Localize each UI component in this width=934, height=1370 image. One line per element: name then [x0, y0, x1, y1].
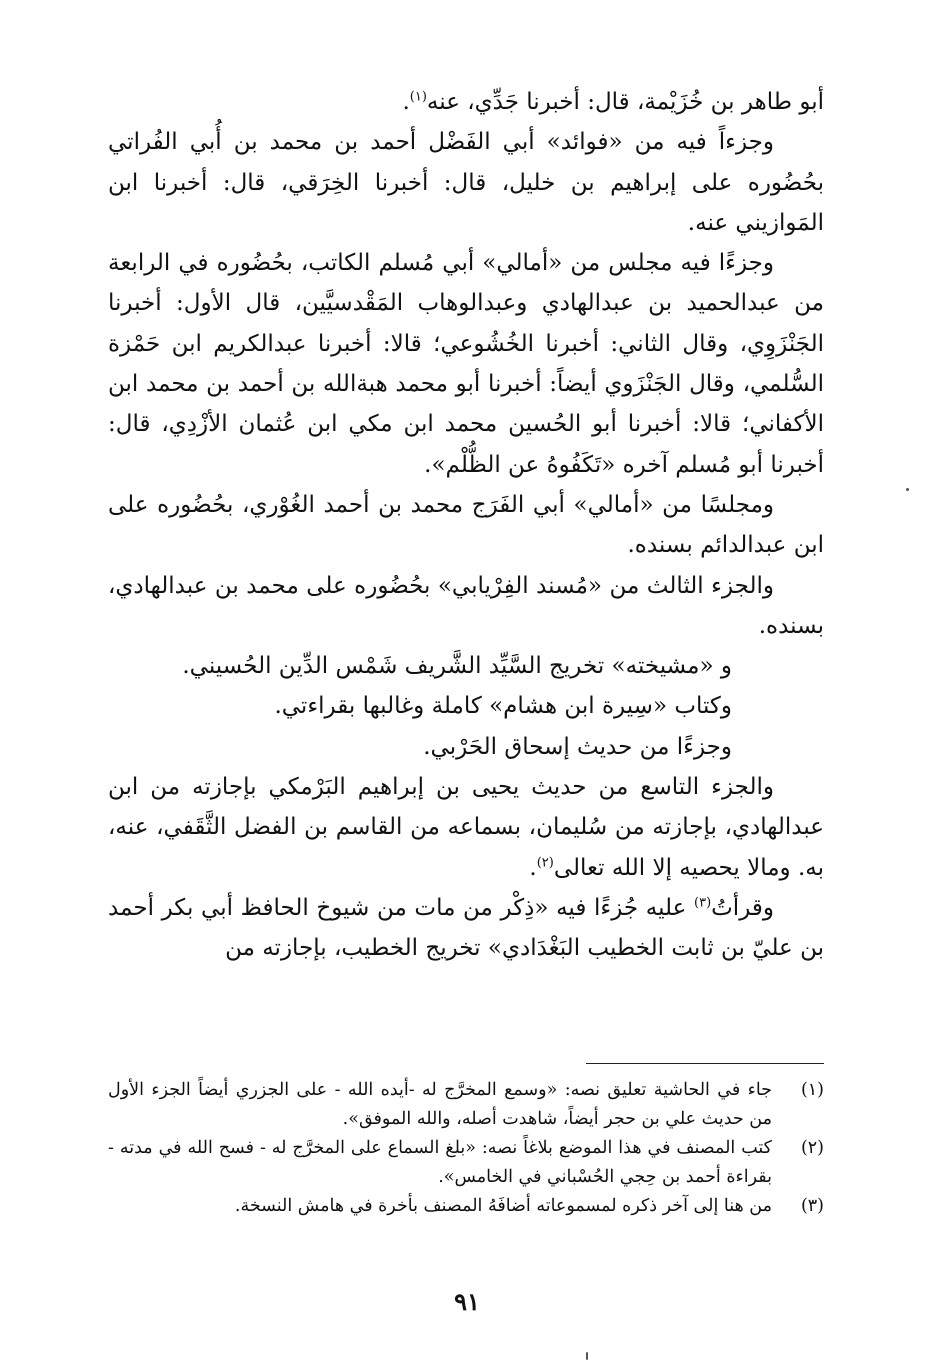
paragraph-10: وقرأتُ$^{(٣)}$ عليه جُزءًا فيه «ذِكْر من مات من شيوخ الحافظ أبي بكر أحمد بن عليّ بن ثابت الخطيب البَغْدَادي» تخريج الخطيب، بإجازته من — [108, 894, 824, 962]
paragraph-9: والجزء التاسع من حديث يحيى بن إبراهيم البَرْمكي بإجازته من ابن عبدالهادي، بإجازته من سُليمان، بسماعه من القاسم بن الفضل الثَّقَفي، عنه، به. ومالا يحصيه إلا الله تعالى$^{(٢)}$. — [108, 774, 824, 881]
footnote-text: جاء في الحاشية تعليق نصه: «وسمع المخرَّج له -أيده الله - على الجزري أيضاً الجزء الأول من حديث علي بن حجر أيضاً، شاهدت أصله، والله الموفق». — [108, 1080, 772, 1129]
main-text — [108, 82, 824, 969]
paragraph-7: وكتاب «سِيرة ابن هشام» كاملة وغالبها بقراءتي. — [274, 693, 732, 720]
footnote-number: (١) — [800, 1080, 824, 1100]
footnote-ref-1[interactable]: (١) — [409, 89, 427, 105]
footnote-1 — [108, 1076, 824, 1134]
footnotes — [108, 1076, 824, 1221]
footnote-text: كتب المصنف في هذا الموضع بلاغاً نصه: «بلغ السماع على المخرَّج له - فسح الله في مدته - بقراءة أحمد بن حِجي الحُسْباني في الخامس». — [108, 1138, 772, 1187]
footnote-2 — [108, 1134, 824, 1192]
paragraph-3: وجزءًا فيه مجلس من «أمالي» أبي مُسلم الكاتب، بحُضُوره في الرابعة من عبدالحميد بن عبدالهادي وعبدالوهاب المَقْدسيَّين، قال الأول: أخبرنا الجَنْزَوِي، وقال الثاني: أخبرنا الخُشُوعي؛ قالا: أخبرنا عبدالكريم ابن حَمْزة السُّلمي، وقال الجَنْزَوي أيضاً: أخبرنا أبو محمد هبةالله بن أحمد بن محمد ابن الأكفاني؛ قالا: أخبرنا أبو الحُسين محمد ابن مكي ابن عُثمان الأزْدِي، قال: أخبرنا أبو مُسلم آخره «تَكَفُوهُ عن الظُّلْم». — [108, 250, 824, 478]
footnote-ref-2[interactable]: (٢) — [536, 854, 554, 870]
footnote-text: من هنا إلى آخر ذكره لمسموعاته أضافَهُ المصنف بأخرة في هامش النسخة. — [234, 1196, 772, 1216]
footnote-3 — [108, 1192, 824, 1221]
footnote-ref-3[interactable]: (٣) — [694, 895, 712, 911]
scan-speck — [586, 1352, 588, 1360]
paragraph-4: ومجلسًا من «أمالي» أبي الفَرَج محمد بن أحمد الغُوْري، بحُضُوره على ابن عبدالدائم بسنده. — [108, 491, 824, 559]
paragraph-5: والجزء الثالث من «مُسند الفِرْيابي» بحُضُوره على محمد بن عبدالهادي، بسنده. — [108, 572, 824, 639]
scan-speck — [906, 488, 909, 491]
paragraph-1: أبو طاهر بن خُزَيْمة، قال: أخبرنا جَدِّي، عنه$^{(١)}$. — [402, 89, 824, 115]
footnote-number: (٢) — [800, 1138, 824, 1158]
page-number: ٩١ — [454, 1287, 480, 1316]
paragraph-2: وجزءاً فيه من «فوائد» أبي الفَضْل أحمد بن محمد بن أُبي الفُراتي بحُضُوره على إبراهيم بن خليل، قال: أخبرنا الخِرَقي، قال: أخبرنا ابن المَوازيني عنه. — [108, 129, 824, 236]
paragraph-6: و «مشيخته» تخريج السَّيِّد الشَّريف شَمْس الدِّين الحُسيني. — [182, 653, 732, 680]
footnote-number: (٣) — [800, 1196, 824, 1216]
paragraph-8: وجزءًا من حديث إسحاق الحَرْبي. — [423, 733, 732, 760]
footnote-separator — [586, 1063, 824, 1064]
